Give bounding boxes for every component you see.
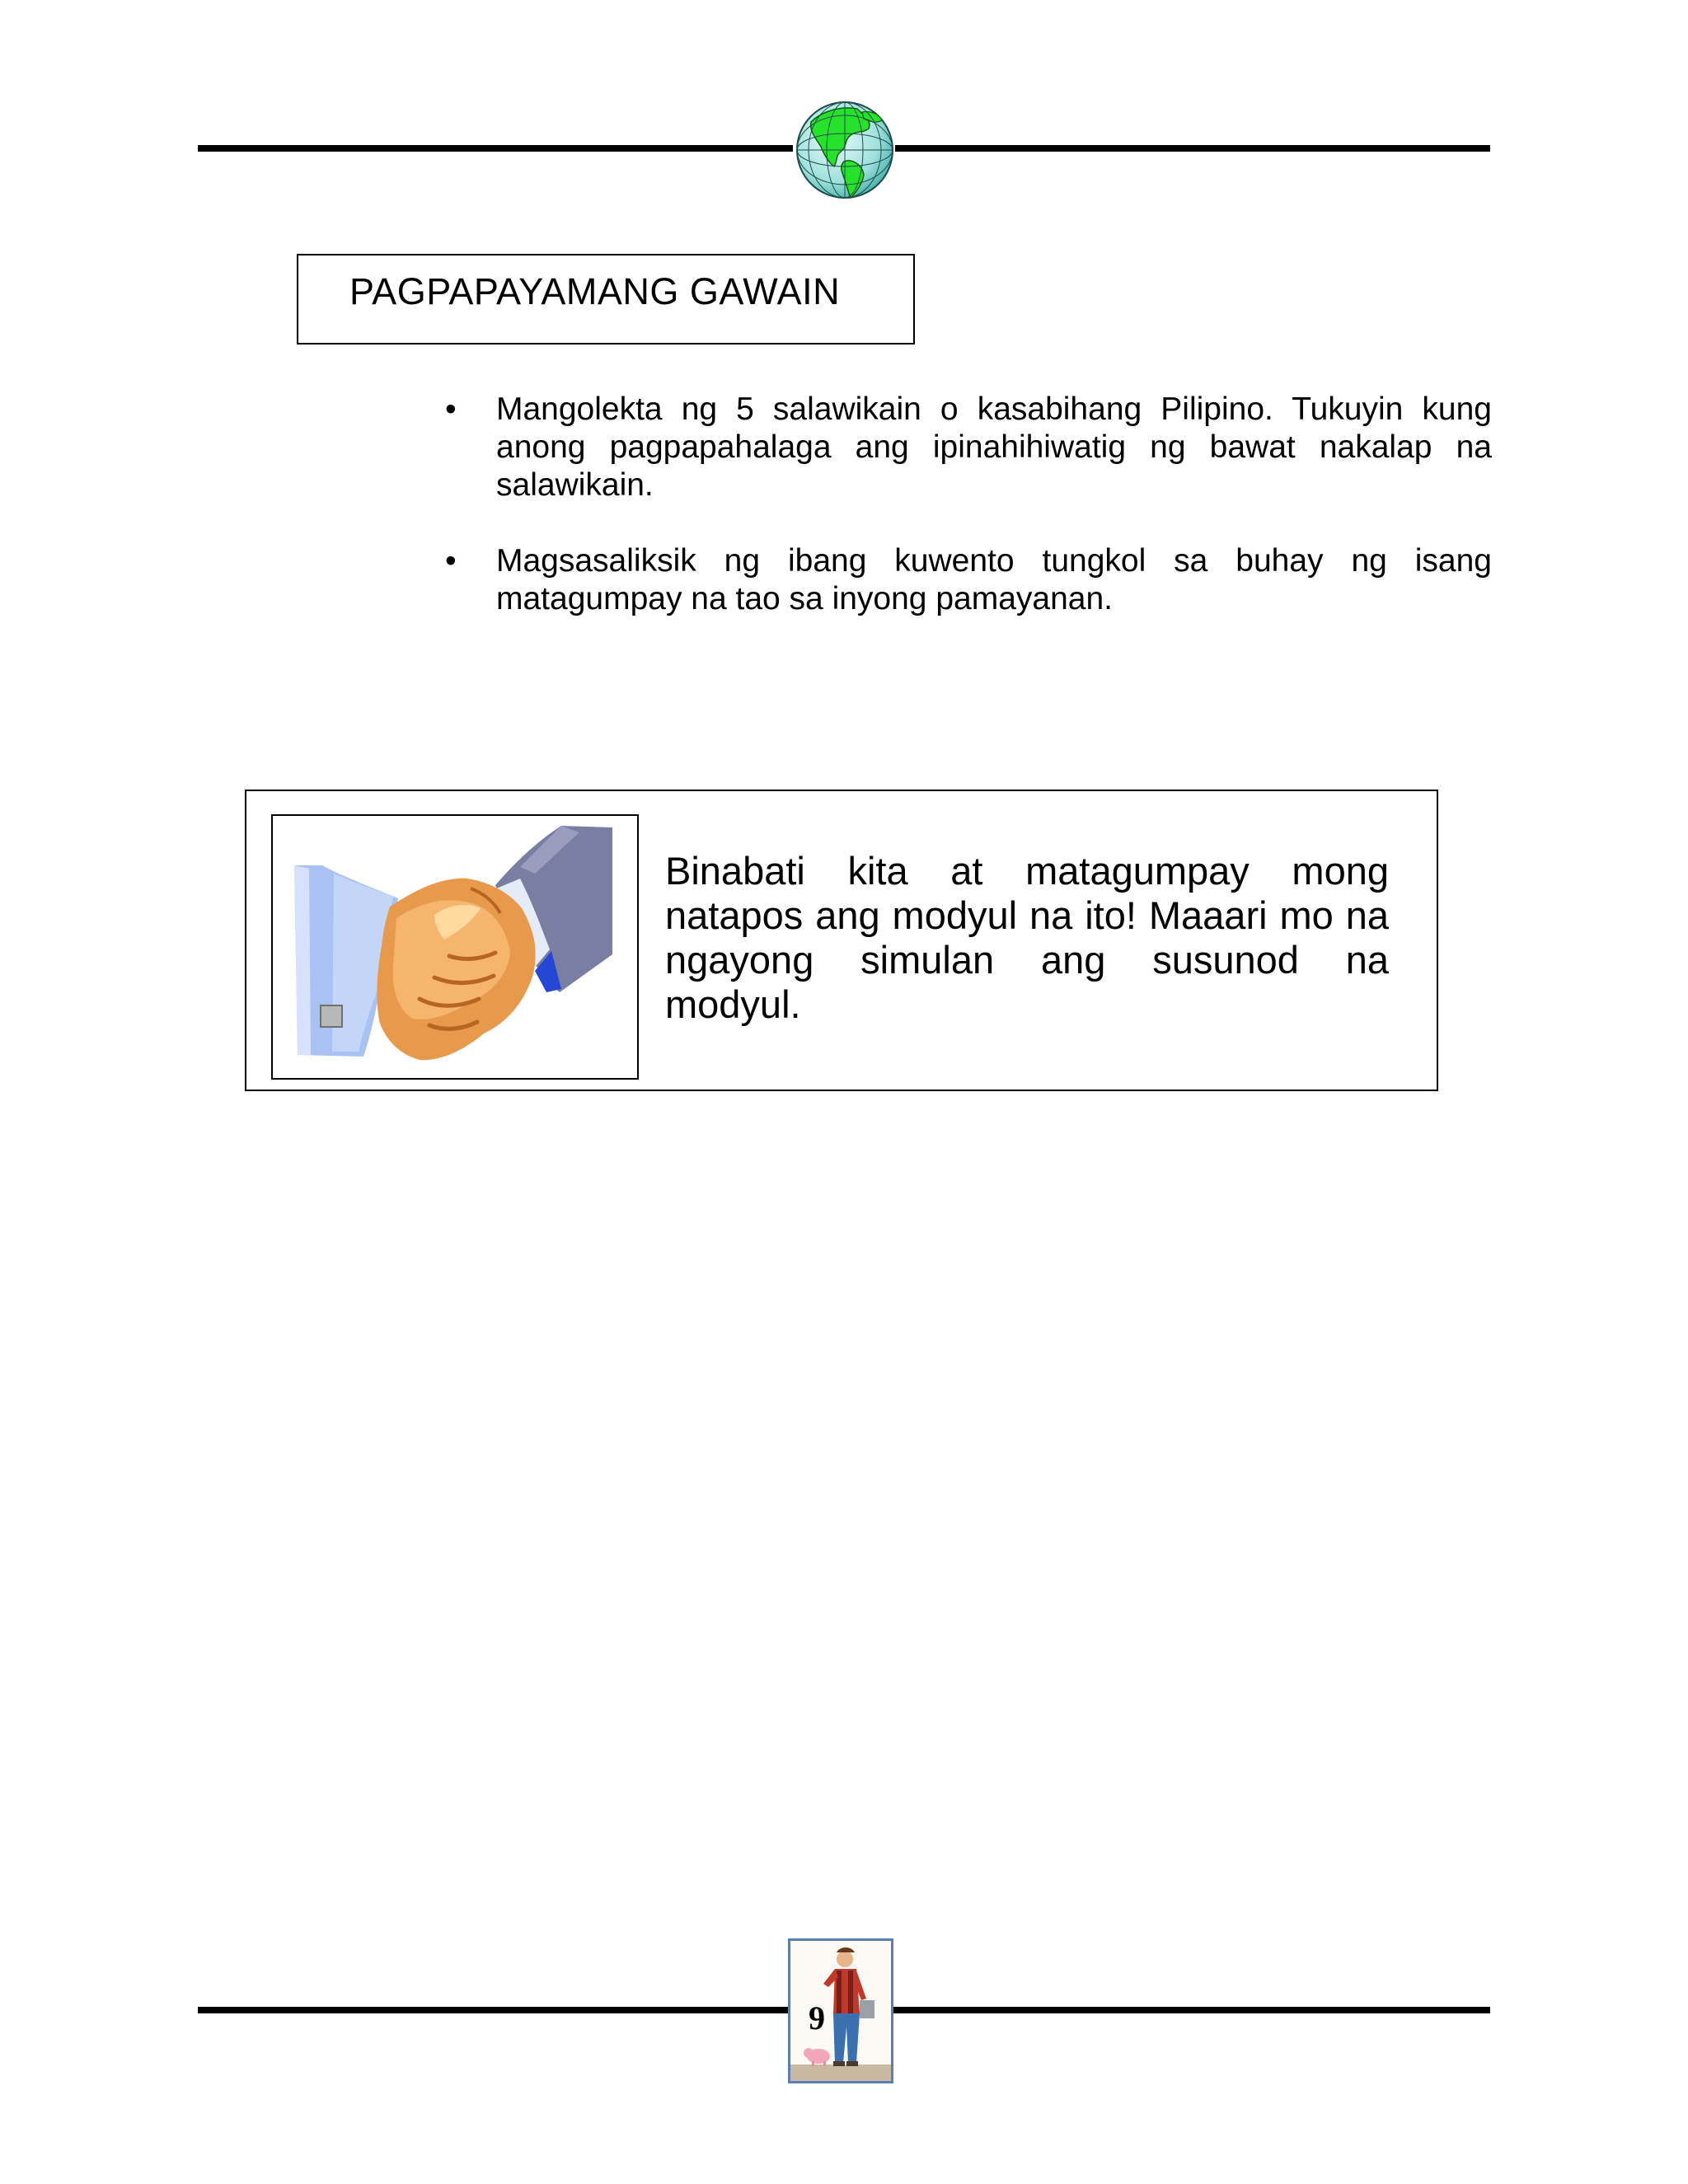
task-text: Mangolekta ng 5 salawikain o kasabihang Pilipino. Tukuyin kung anong pagpapahalaga ang ipinahihiwatig ng bawat nakalap na salawikain. (496, 391, 1492, 503)
congrats-box (245, 790, 1438, 1091)
globe-icon (793, 97, 897, 206)
page-number: 9 (809, 1999, 825, 2036)
list-item (445, 542, 1492, 618)
header-rule-right (895, 145, 1490, 152)
task-list (445, 391, 1492, 618)
handshake-image-frame (271, 814, 639, 1080)
section-title-box (297, 254, 915, 344)
handshake-icon (273, 816, 637, 1078)
footer-rule-left (198, 2007, 788, 2013)
farmer-card (788, 1938, 893, 2083)
task-text: Magsasaliksik ng ibang kuwento tungkol sa buhay ng isang matagumpay na tao sa inyong pamayanan. (496, 543, 1492, 616)
list-item (445, 391, 1492, 504)
header-rule-left (198, 145, 793, 152)
section-title: PAGPAPAYAMANG GAWAIN (349, 270, 841, 312)
bullet-icon: • (445, 543, 457, 579)
footer-rule-right (893, 2007, 1490, 2013)
congrats-message: Binabati kita at matagumpay mong natapos ang modyul na ito! Maaari mo na ngayong simulan ang susunod na modyul. (665, 849, 1389, 1026)
bullet-icon: • (445, 391, 457, 427)
farmer-icon (790, 1941, 891, 2081)
